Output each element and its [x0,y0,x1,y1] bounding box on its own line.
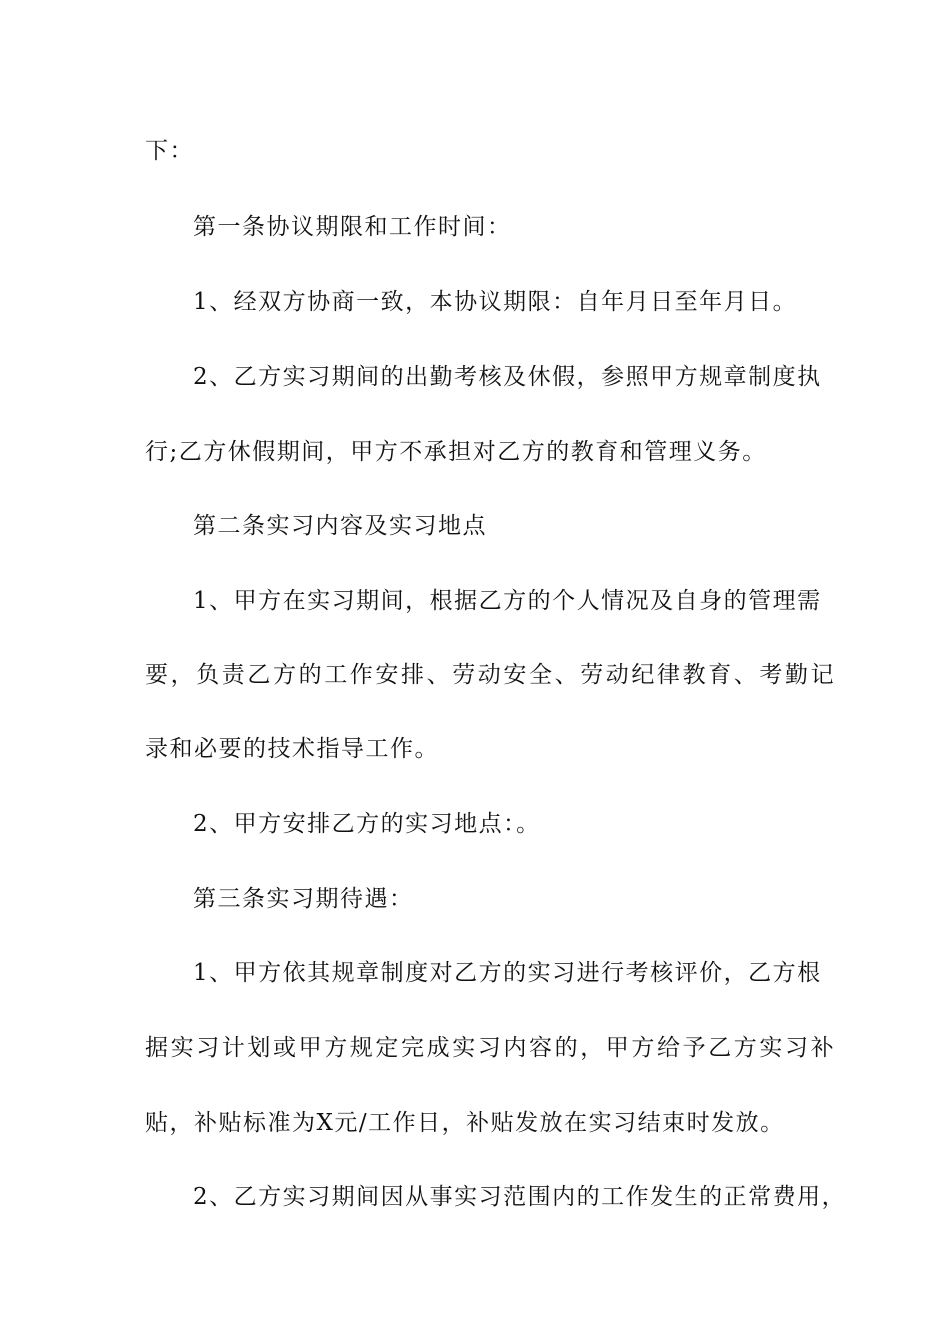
paragraph-line: 1、经双方协商一致，本协议期限：自年月日至年月日。 [193,289,798,315]
section-heading: 第二条实习内容及实习地点 [193,513,487,539]
paragraph-line: 下： [145,138,194,164]
section-heading: 第三条实习期待遇： [193,886,414,912]
paragraph-line: 要，负责乙方的工作安排、劳动安全、劳动纪律教育、考勤记 [145,662,837,688]
paragraph-line: 1、甲方依其规章制度对乙方的实习进行考核评价，乙方根 [193,960,822,986]
paragraph-line: 1、甲方在实习期间，根据乙方的个人情况及自身的管理需 [193,588,822,614]
paragraph-line: 行;乙方休假期间，甲方不承担对乙方的教育和管理义务。 [145,439,767,465]
paragraph-line: 2、甲方安排乙方的实习地点：。 [193,811,541,837]
paragraph-line: 2、乙方实习期间的出勤考核及休假，参照甲方规章制度执 [193,364,822,390]
section-heading: 第一条协议期限和工作时间： [193,214,512,240]
paragraph-line: 2、乙方实习期间因从事实习范围内的工作发生的正常费用， [193,1184,847,1210]
paragraph-line: 据实习计划或甲方规定完成实习内容的，甲方给予乙方实习补 [145,1035,837,1061]
paragraph-line: 录和必要的技术指导工作。 [145,736,439,762]
paragraph-line: 贴，补贴标准为X元/工作日，补贴发放在实习结束时发放。 [145,1110,785,1136]
